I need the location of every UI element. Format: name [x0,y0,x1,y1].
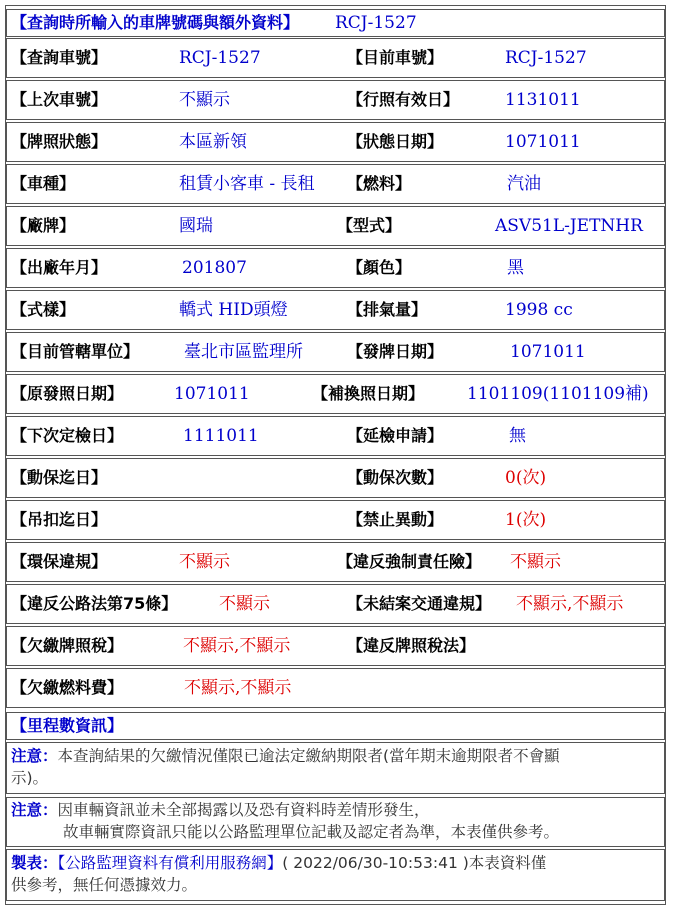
field-label: 【欠繳燃料費】 [11,678,124,697]
field-label: 【查詢車號】 [11,48,108,67]
field-value: 1998 cc [505,300,573,320]
note2-box [6,797,665,847]
field-label: 【目前車號】 [347,48,444,67]
field-value: 1111011 [183,426,259,446]
field-value: RCJ-1527 [505,48,587,68]
field-value: ASV51L-JETNHR [495,216,643,236]
info-row [6,500,665,540]
field-label: 【行照有效日】 [347,90,460,109]
field-label: 【違反公路法第75條】 [11,594,178,613]
field-label: 【顏色】 [347,258,412,277]
note1-line1: 本查詢結果的欠繳情況僅限已逾法定繳納期限者(當年期末逾期限者不會顯 [57,747,560,765]
info-row [6,458,665,498]
field-value: 臺北市區監理所 [184,342,303,362]
field-value: 黑 [507,258,524,278]
field-label: 【狀態日期】 [347,132,444,151]
mileage-header: 【里程數資訊】 [11,716,124,735]
field-value: 1(次) [505,510,547,530]
field-label: 【發牌日期】 [347,342,444,361]
field-label: 【車種】 [11,174,76,193]
footer-box [6,849,665,901]
note2-line1: 因車輛資訊並未全部揭露以及恐有資料時差情形發生， [57,801,430,819]
info-row [6,668,665,708]
field-label: 【廠牌】 [11,216,76,235]
field-value: 不顯示,不顯示 [183,636,291,656]
info-row [6,584,665,624]
field-label: 【原發照日期】 [11,384,124,403]
mileage-row [6,712,665,740]
field-value: 1071011 [505,132,581,152]
field-label: 【排氣量】 [347,300,428,319]
field-value: 不顯示 [510,552,561,572]
title-row [6,9,665,37]
note2-line2: 故車輛實際資訊只能以公路監理單位記載及認定者為準，本表僅供參考。 [63,823,560,841]
field-value: 1101109(1101109補) [467,384,649,404]
title-plate: RCJ-1527 [335,13,417,33]
info-row [6,80,665,120]
field-value: 本區新領 [179,132,247,152]
footer-site: 【公路監理資料有償利用服務網】 [57,854,283,872]
field-label: 【動保次數】 [347,468,444,487]
field-label: 【目前管轄單位】 [11,342,140,361]
field-value: 1131011 [505,90,581,110]
info-row [6,248,665,288]
field-value: 國瑞 [179,216,213,236]
info-row [6,38,665,78]
info-row [6,164,665,204]
field-value: 租賃小客車 - 長租 [179,174,315,194]
field-label: 【下次定檢日】 [11,426,124,445]
footer-prefix: 製表： [11,854,58,872]
field-label: 【動保迄日】 [11,468,108,487]
field-label: 【延檢申請】 [347,426,444,445]
field-label: 【牌照狀態】 [11,132,108,151]
field-value: 不顯示 [179,552,230,572]
note1-line2: 示)。 [11,769,49,787]
info-row [6,626,665,666]
field-value: 不顯示,不顯示 [184,678,292,698]
field-label: 【違反強制責任險】 [337,552,482,571]
field-label: 【式樣】 [11,300,76,319]
field-label: 【環保違規】 [11,552,108,571]
note1-prefix: 注意： [11,747,58,765]
info-row [6,542,665,582]
info-row [6,206,665,246]
field-label: 【補換照日期】 [312,384,425,403]
info-row [6,332,665,372]
note2-prefix: 注意： [11,801,58,819]
footer-timestamp: ( 2022/06/30-10:53:41 ) [282,854,469,872]
info-row [6,416,665,456]
field-label: 【吊扣迄日】 [11,510,108,529]
field-label: 【未結案交通違規】 [347,594,492,613]
field-value: 無 [509,426,526,446]
field-value: 不顯示 [179,90,230,110]
field-label: 【出廠年月】 [11,258,108,277]
field-label: 【燃料】 [347,174,412,193]
field-value: 不顯示 [219,594,270,614]
field-value: 0(次) [505,468,547,488]
field-value: 不顯示,不顯示 [516,594,624,614]
field-label: 【禁止異動】 [347,510,444,529]
footer-line1-rest: 本表資料僅 [468,854,547,872]
field-value: 1071011 [510,342,586,362]
footer-line2: 供參考，無任何憑據效力。 [11,876,198,894]
field-label: 【欠繳牌照稅】 [11,636,124,655]
field-label: 【型式】 [337,216,402,235]
field-value: 201807 [182,258,247,278]
field-label: 【上次車號】 [11,90,108,109]
field-label: 【違反牌照稅法】 [347,636,476,655]
field-value: 1071011 [174,384,250,404]
info-row [6,290,665,330]
field-value: 轎式 HID頭燈 [179,300,288,320]
note1-box [6,742,665,794]
field-value: RCJ-1527 [179,48,261,68]
field-value: 汽油 [507,174,541,194]
title-label: 【查詢時所輸入的車牌號碼與額外資料】 [11,13,300,32]
info-row [6,122,665,162]
info-row [6,374,665,414]
